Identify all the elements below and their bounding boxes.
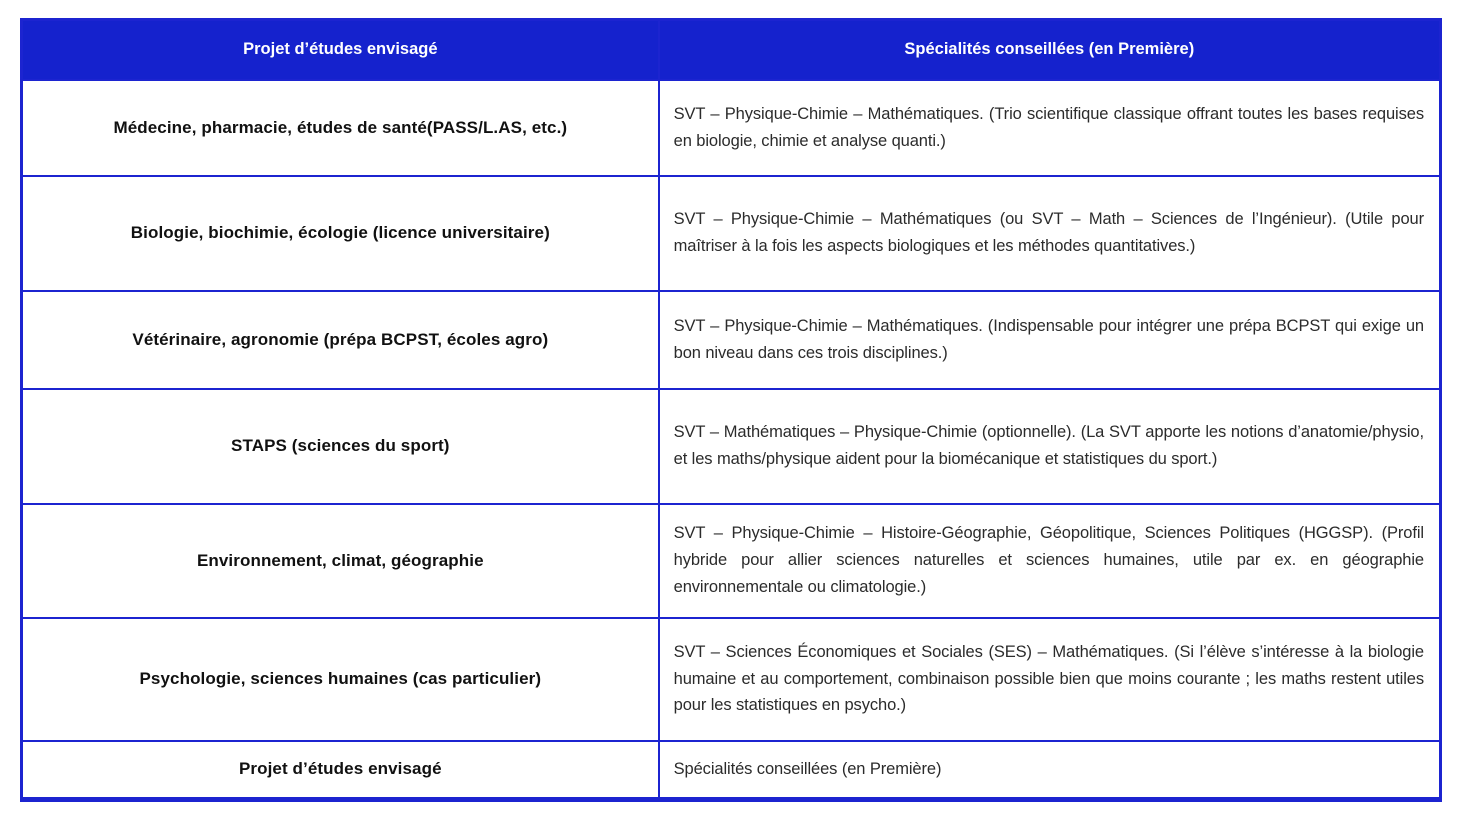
table-row (22, 80, 1441, 176)
table-row (22, 176, 1441, 291)
specialties-cell: SVT – Sciences Économiques et Sociales (SES) – Mathématiques. (Si l’élève s’intéresse à la biologie humaine et au comportement, combinaison possible bien que moins courante ; les maths restent utiles pour les statistiques en psycho.) (659, 618, 1441, 741)
table-row (22, 618, 1441, 741)
project-cell: Biologie, biochimie, écologie (licence universitaire) (22, 176, 659, 291)
project-cell: Environnement, climat, géographie (22, 504, 659, 618)
specialties-cell: SVT – Physique-Chimie – Mathématiques. (Indispensable pour intégrer une prépa BCPST qui exige un bon niveau dans ces trois disciplines.) (659, 291, 1441, 389)
specialties-cell: Spécialités conseillées (en Première) (659, 741, 1441, 800)
table-row (22, 741, 1441, 800)
specialties-cell: SVT – Physique-Chimie – Mathématiques (ou SVT – Math – Sciences de l’Ingénieur). (Utile pour maîtriser à la fois les aspects biologiques et les méthodes quantitatives.) (659, 176, 1441, 291)
project-cell: Médecine, pharmacie, études de santé(PASS/L.AS, etc.) (22, 80, 659, 176)
table-header-row (22, 20, 1441, 80)
header-specialties: Spécialités conseillées (en Première) (659, 20, 1441, 80)
specialties-cell: SVT – Physique-Chimie – Mathématiques. (Trio scientifique classique offrant toutes les bases requises en biologie, chimie et analyse quanti.) (659, 80, 1441, 176)
table-row (22, 389, 1441, 504)
project-cell: Vétérinaire, agronomie (prépa BCPST, écoles agro) (22, 291, 659, 389)
project-cell: Projet d’études envisagé (22, 741, 659, 800)
specialties-cell: SVT – Physique-Chimie – Histoire-Géographie, Géopolitique, Sciences Politiques (HGGSP). (Profil hybride pour allier sciences naturelles et sciences humaines, utile par ex. en géographie environnementale ou climatologie.) (659, 504, 1441, 618)
specialties-cell: SVT – Mathématiques – Physique-Chimie (optionnelle). (La SVT apporte les notions d’anatomie/physio, et les maths/physique aident pour la biomécanique et statistiques du sport.) (659, 389, 1441, 504)
project-cell: Psychologie, sciences humaines (cas particulier) (22, 618, 659, 741)
orientation-table (20, 18, 1442, 802)
header-project: Projet d’études envisagé (22, 20, 659, 80)
project-cell: STAPS (sciences du sport) (22, 389, 659, 504)
table-row (22, 504, 1441, 618)
table-row (22, 291, 1441, 389)
